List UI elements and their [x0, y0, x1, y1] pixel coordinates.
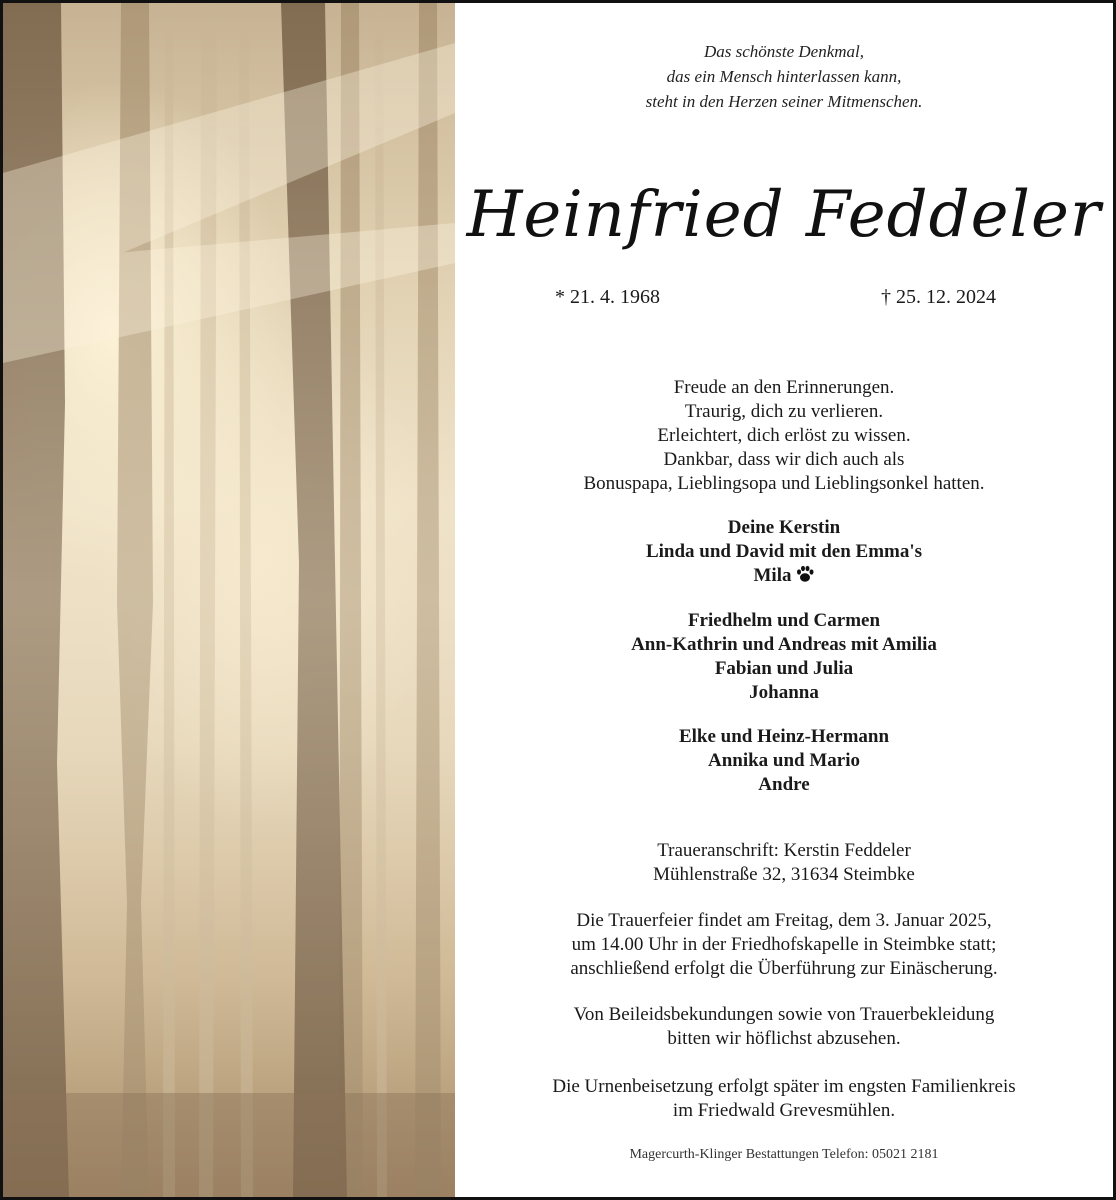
motto-line: das ein Mensch hinterlassen kann,	[666, 67, 902, 86]
address-line: Mühlenstraße 32, 31634 Steimbke	[653, 864, 915, 885]
mourner-group-3	[455, 725, 1113, 797]
urn-burial-note	[455, 1075, 1113, 1123]
mourner-name: Mila	[753, 565, 792, 586]
mourner-name: Friedhelm und Carmen	[687, 610, 881, 631]
mourner-name: Fabian und Julia	[714, 658, 854, 679]
mourning-address	[455, 839, 1113, 887]
funeral-ceremony-info	[455, 909, 1113, 981]
motto-quote	[455, 39, 1113, 114]
condolence-line: Von Beileidsbekundungen sowie von Trauerbekleidung	[573, 1004, 995, 1025]
verse-line: Dankbar, dass wir dich auch als	[663, 449, 905, 470]
mourner-group-1	[455, 516, 1113, 591]
ceremony-line: um 14.00 Uhr in der Friedhofskapelle in Steimbke statt;	[571, 934, 997, 955]
urn-line: im Friedwald Grevesmühlen.	[672, 1100, 896, 1121]
text-column	[455, 3, 1113, 1197]
forest-trees-illustration	[3, 3, 455, 1197]
forest-image	[3, 3, 455, 1197]
mourner-name-with-icon	[455, 564, 1113, 591]
verse-line: Bonuspapa, Lieblingsopa und Lieblingsonkel hatten.	[583, 473, 985, 494]
memorial-verse	[455, 376, 1113, 496]
funeral-home-footer: Magercurth-Klinger Bestattungen Telefon: 05021 2181	[629, 1147, 939, 1162]
mourner-name: Annika und Mario	[707, 750, 861, 771]
verse-line: Erleichtert, dich erlöst zu wissen.	[657, 425, 911, 446]
mourner-group-2	[455, 609, 1113, 705]
mourner-name: Linda und David mit den Emma's	[645, 541, 923, 562]
address-line: Traueranschrift: Kerstin Feddeler	[657, 840, 911, 861]
motto-line: steht in den Herzen seiner Mitmenschen.	[645, 92, 923, 111]
mourner-name: Deine Kerstin	[727, 517, 841, 538]
birth-date: * 21. 4. 1968	[555, 286, 660, 308]
paw-print-icon	[795, 564, 815, 591]
urn-line: Die Urnenbeisetzung erfolgt später im engsten Familienkreis	[552, 1076, 1016, 1097]
condolence-note	[455, 1003, 1113, 1051]
condolence-line: bitten wir höflichst abzusehen.	[667, 1028, 901, 1049]
ceremony-line: anschließend erfolgt die Überführung zur Einäscherung.	[570, 958, 998, 979]
mourner-name: Andre	[758, 774, 810, 795]
deceased-name: Heinfried Feddeler	[466, 178, 1102, 252]
verse-line: Traurig, dich zu verlieren.	[684, 401, 884, 422]
mourner-name: Elke und Heinz-Hermann	[678, 726, 890, 747]
ceremony-line: Die Trauerfeier findet am Freitag, dem 3. Januar 2025,	[576, 910, 992, 931]
motto-line: Das schönste Denkmal,	[703, 42, 865, 61]
death-date: † 25. 12. 2024	[881, 286, 996, 308]
mourner-name: Ann-Kathrin und Andreas mit Amilia	[631, 634, 937, 655]
mourner-name: Johanna	[749, 682, 819, 703]
verse-line: Freude an den Erinnerungen.	[673, 377, 895, 398]
